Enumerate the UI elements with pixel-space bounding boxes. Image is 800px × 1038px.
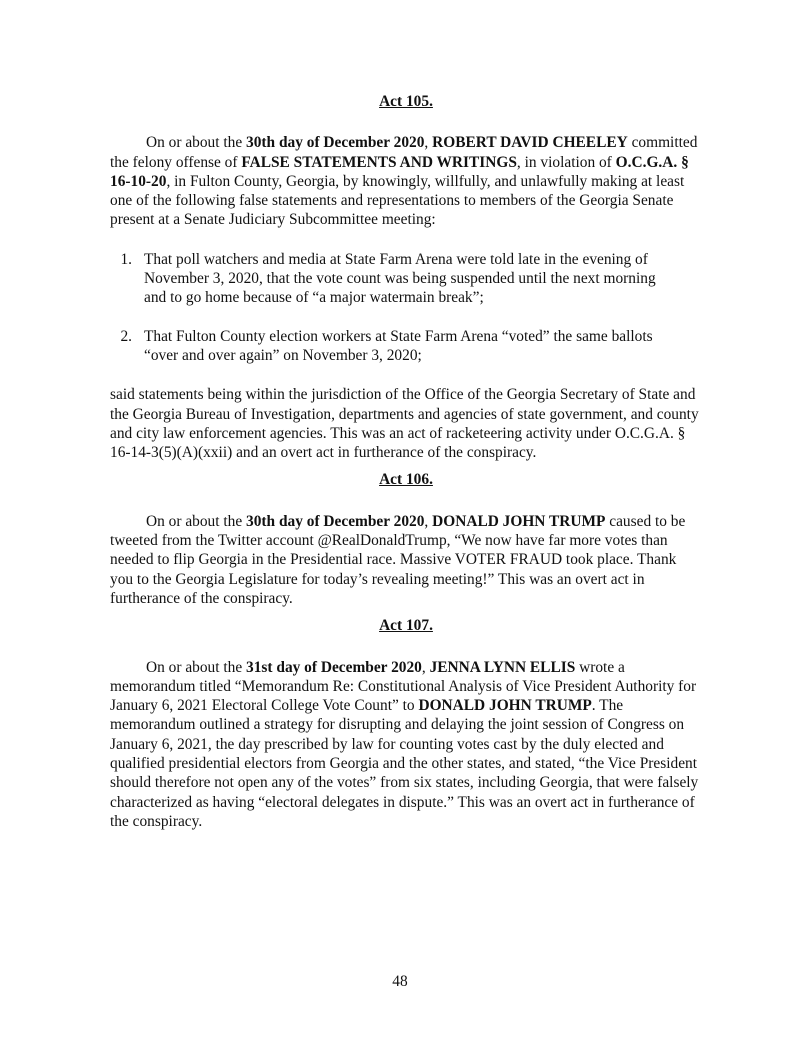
act-107-heading: Act 107.	[379, 617, 433, 635]
bold-text-run: 30th day of December 2020	[246, 512, 425, 530]
text-run: ,	[421, 658, 430, 676]
act-105-paragraph	[110, 133, 702, 229]
act-105-section	[110, 92, 702, 462]
text-run: wrote a memorandum titled “Memorandum Re: Constitutional Analysis of Vice President Authority for January 6, 2021 Electoral College Vote Count” to	[110, 658, 697, 715]
text-run: On or about the	[146, 134, 247, 152]
bold-text-run: 31st day of December 2020	[246, 658, 422, 676]
bold-text-run: JENNA LYNN ELLIS	[429, 658, 576, 676]
text-run: On or about the	[146, 512, 247, 530]
text-run: , in violation of	[516, 153, 616, 171]
act-107-section	[110, 616, 702, 831]
act-105-closing-paragraph: said statements being within the jurisdiction of the Office of the Georgia Secretary of State and the Georgia Bureau of Investigation, departments and agencies of state government, and county and city law enforcement agencies. This was an act of racketeering activity under O.C.G.A. § 16-14-3(5)(A)(xxii) and an overt act in furtherance of the conspiracy.	[110, 386, 699, 462]
act-105-statements-list	[110, 250, 702, 365]
text-run: ,	[424, 512, 433, 530]
act-106-paragraph	[110, 512, 702, 608]
text-run: committed the felony offense of	[110, 134, 698, 171]
act-106-heading: Act 106.	[379, 471, 433, 489]
bold-text-run: FALSE STATEMENTS AND WRITINGS	[241, 153, 517, 171]
bold-text-run: DONALD JOHN TRUMP	[418, 697, 592, 715]
list-item	[110, 327, 702, 366]
act-105-heading: Act 105.	[379, 93, 433, 110]
list-item	[110, 250, 702, 308]
text-run: . The memorandum outlined a strategy for disrupting and delaying the joint session of Congress on January 6, 2021, the day prescribed by law for counting votes cast by the duly elected and qualified presidential electors from Georgia and the other states, and stated, “the Vice President should therefore not open any of the votes” from six states, including Georgia, that were falsely characterized as having “electoral delegates in dispute.” This was an overt act in furtherance of the conspiracy.	[110, 697, 699, 830]
text-run: caused to be tweeted from the Twitter account @RealDonaldTrump, “We now have far more votes than needed to flip Georgia in the Presidential race. Massive VOTER FRAUD took place. Thank you to the Georgia Legislature for today’s revealing meeting!” This was an overt act in furtherance of the conspiracy.	[110, 512, 686, 607]
document-page	[110, 92, 702, 831]
bold-text-run: ROBERT DAVID CHEELEY	[432, 134, 628, 152]
page-number: 48	[392, 973, 408, 990]
list-item-number: 2.	[120, 327, 132, 345]
bold-text-run: DONALD JOHN TRUMP	[432, 512, 606, 530]
bold-text-run: O.C.G.A. § 16-10-20	[110, 153, 689, 190]
list-item-text: That Fulton County election workers at State Farm Arena “voted” the same ballots “over and over again” on November 3, 2020;	[144, 327, 653, 364]
text-run: ,	[424, 134, 433, 152]
list-item-number: 1.	[120, 250, 132, 268]
act-106-section	[110, 470, 702, 608]
bold-text-run: 30th day of December 2020	[246, 134, 425, 152]
list-item-text: That poll watchers and media at State Farm Arena were told late in the evening of November 3, 2020, that the vote count was being suspended until the next morning and to go home because of “a major watermain break”;	[144, 250, 656, 307]
act-107-paragraph	[110, 658, 702, 832]
text-run: , in Fulton County, Georgia, by knowingly, willfully, and unlawfully making at least one of the following false statements and representations to members of the Georgia Senate present at a Senate Judiciary Subcommittee meeting:	[110, 172, 685, 229]
text-run: On or about the	[146, 658, 247, 676]
